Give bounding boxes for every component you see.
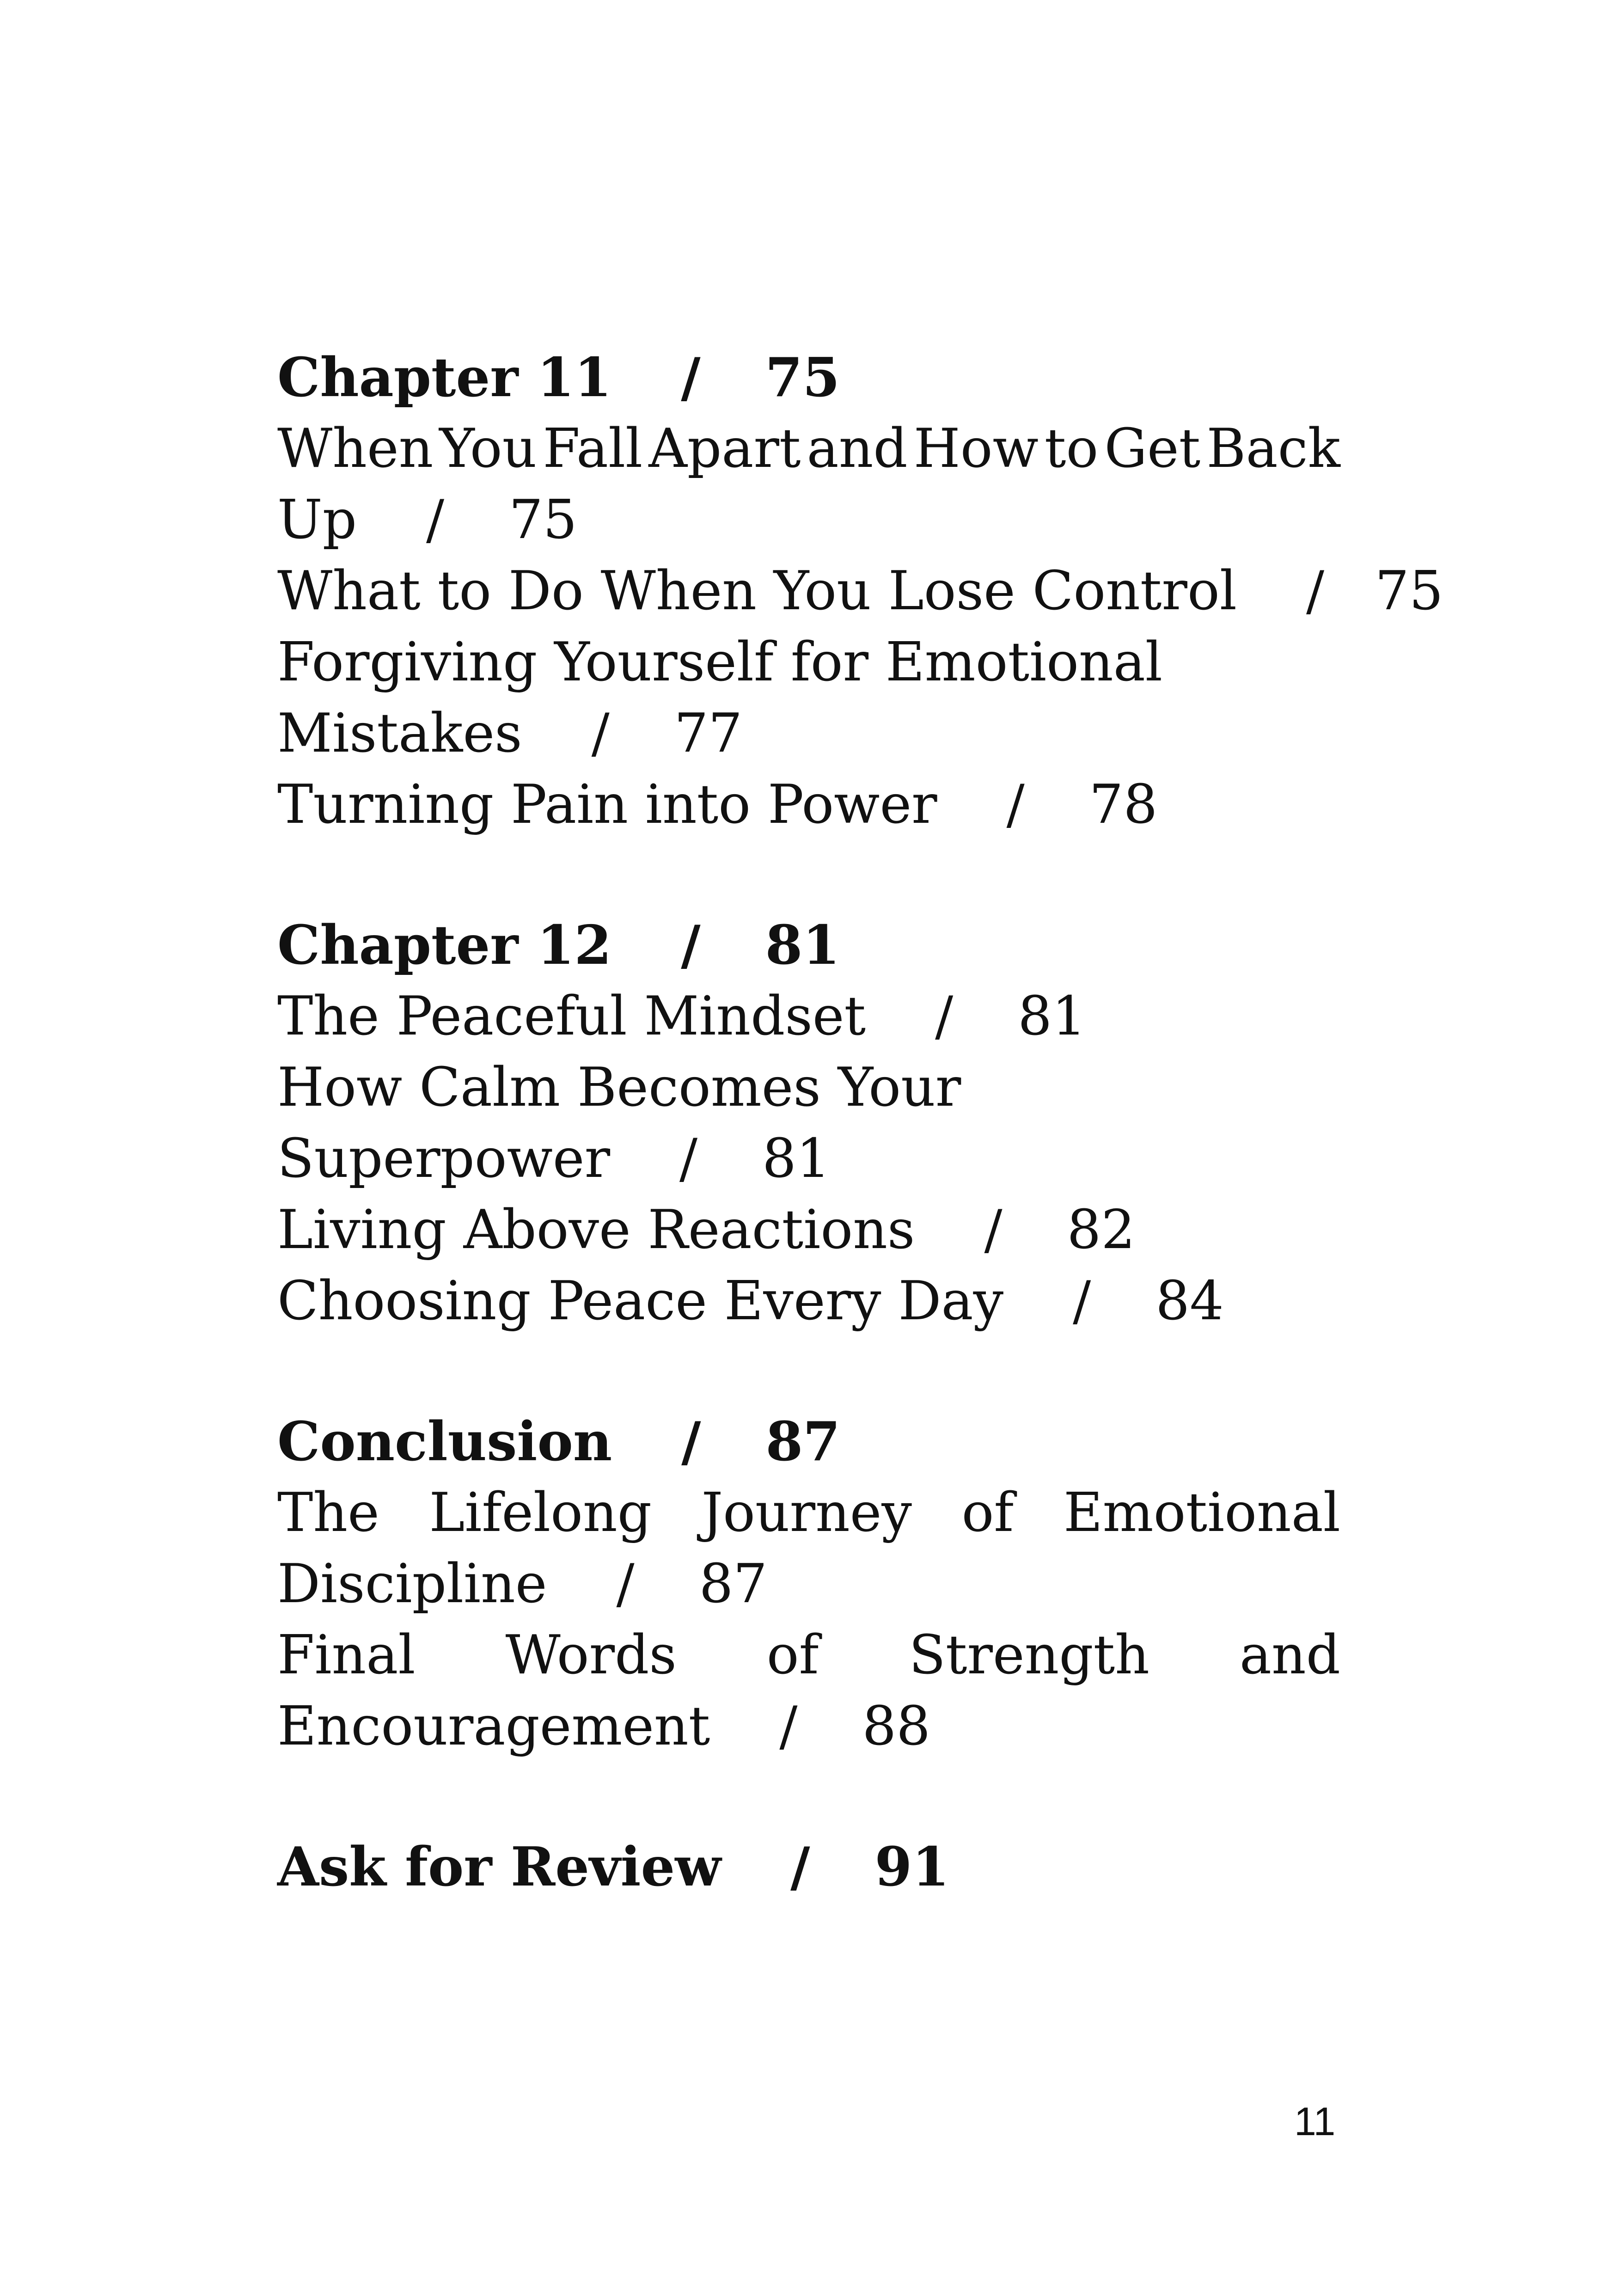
toc-page-number: 87 xyxy=(699,1553,768,1615)
toc-entry-title: What to Do When You Lose Control xyxy=(277,560,1237,622)
toc-entry-line xyxy=(277,1477,1340,1549)
toc-separator: / xyxy=(681,346,701,409)
toc-page-number: 77 xyxy=(674,702,743,765)
toc-separator: / xyxy=(679,1127,698,1190)
toc-page-number: 87 xyxy=(765,1410,840,1473)
toc-separator: / xyxy=(681,914,701,977)
toc-separator: / xyxy=(1006,773,1025,836)
toc-page-number: 75 xyxy=(765,346,840,409)
toc-page-number: 88 xyxy=(862,1695,931,1757)
toc-word: Get xyxy=(1104,417,1201,480)
toc-separator: / xyxy=(681,1410,701,1473)
toc-heading-title: Chapter 12 xyxy=(277,914,612,977)
toc-word: and xyxy=(1239,1624,1340,1686)
ask-for-review-heading xyxy=(277,1831,1340,1903)
toc-entry-title: Encouragement xyxy=(277,1695,710,1757)
toc-entry-title: Superpower xyxy=(277,1127,611,1190)
toc-separator: / xyxy=(779,1695,798,1757)
page-number: 11 xyxy=(1294,2100,1336,2144)
toc-entry-line xyxy=(277,1549,1340,1620)
toc-entry-line xyxy=(277,981,1340,1052)
toc-word: Final xyxy=(277,1624,416,1686)
toc-page-number: 84 xyxy=(1155,1270,1224,1332)
toc-entry-line xyxy=(277,769,1340,840)
toc-page-number: 81 xyxy=(1018,985,1086,1047)
toc-separator: / xyxy=(984,1199,1003,1261)
toc-entry-line xyxy=(277,1123,1340,1194)
toc-page-number: 81 xyxy=(762,1127,831,1190)
chapter-12-heading xyxy=(277,910,1340,981)
toc-entry-line xyxy=(277,1691,1340,1762)
toc-word: Journey xyxy=(701,1482,912,1544)
toc-word: Words xyxy=(505,1624,677,1686)
toc-entry-title: Forgiving Yourself for Emotional xyxy=(277,631,1162,693)
toc-entry-line xyxy=(277,627,1340,698)
toc-word: When xyxy=(277,417,434,480)
toc-entry-line xyxy=(277,484,1340,556)
toc-entry-line xyxy=(277,698,1340,769)
toc-word: You xyxy=(439,417,537,480)
toc-word: The xyxy=(277,1482,379,1544)
toc-heading-title: Conclusion xyxy=(277,1410,612,1473)
toc-word: and xyxy=(807,417,908,480)
toc-heading-title: Ask for Review xyxy=(277,1836,721,1898)
toc-word: Fall xyxy=(543,417,643,480)
toc-entry-line xyxy=(277,1266,1340,1337)
toc-word: of xyxy=(766,1624,819,1686)
toc-separator: / xyxy=(790,1836,810,1898)
toc-separator: / xyxy=(591,702,610,765)
toc-entry-line xyxy=(277,556,1443,627)
toc-entry-line xyxy=(277,1194,1340,1266)
toc-entry-title: Choosing Peace Every Day xyxy=(277,1270,1004,1332)
toc-page-number: 75 xyxy=(1375,560,1443,622)
toc-entry-title: The Peaceful Mindset xyxy=(277,985,866,1047)
toc-heading-title: Chapter 11 xyxy=(277,346,612,409)
toc-entry-title: Living Above Reactions xyxy=(277,1199,915,1261)
conclusion-heading xyxy=(277,1406,1340,1477)
toc-entry-title: Turning Pain into Power xyxy=(277,773,937,836)
toc-separator: / xyxy=(616,1553,635,1615)
toc-word: of xyxy=(961,1482,1014,1544)
toc-page-number: 81 xyxy=(765,914,840,977)
toc-page-number: 82 xyxy=(1067,1199,1136,1261)
toc-separator: / xyxy=(935,985,954,1047)
toc-entry-title: Discipline xyxy=(277,1553,547,1615)
toc-page-number: 91 xyxy=(874,1836,949,1898)
toc-entry-line xyxy=(277,1620,1340,1691)
toc-separator: / xyxy=(426,489,445,551)
toc-entry-title: How Calm Becomes Your xyxy=(277,1056,961,1119)
toc-word: Back xyxy=(1206,417,1340,480)
toc-page-number: 78 xyxy=(1089,773,1158,836)
toc-word: Apart xyxy=(648,417,801,480)
toc-entry-title: Mistakes xyxy=(277,702,522,765)
toc-word: How xyxy=(913,417,1039,480)
toc-separator: / xyxy=(1073,1270,1091,1332)
toc-word: to xyxy=(1044,417,1099,480)
chapter-11-heading xyxy=(277,342,1340,413)
toc-entry-title: Up xyxy=(277,489,357,551)
toc-entry-line xyxy=(277,1052,1340,1123)
toc-word: Lifelong xyxy=(429,1482,652,1544)
toc-entry-line xyxy=(277,413,1340,484)
toc-page-number: 75 xyxy=(509,489,577,551)
toc-separator: / xyxy=(1306,560,1325,622)
toc-word: Strength xyxy=(909,1624,1149,1686)
toc-word: Emotional xyxy=(1063,1482,1340,1544)
table-of-contents xyxy=(277,342,1443,1903)
